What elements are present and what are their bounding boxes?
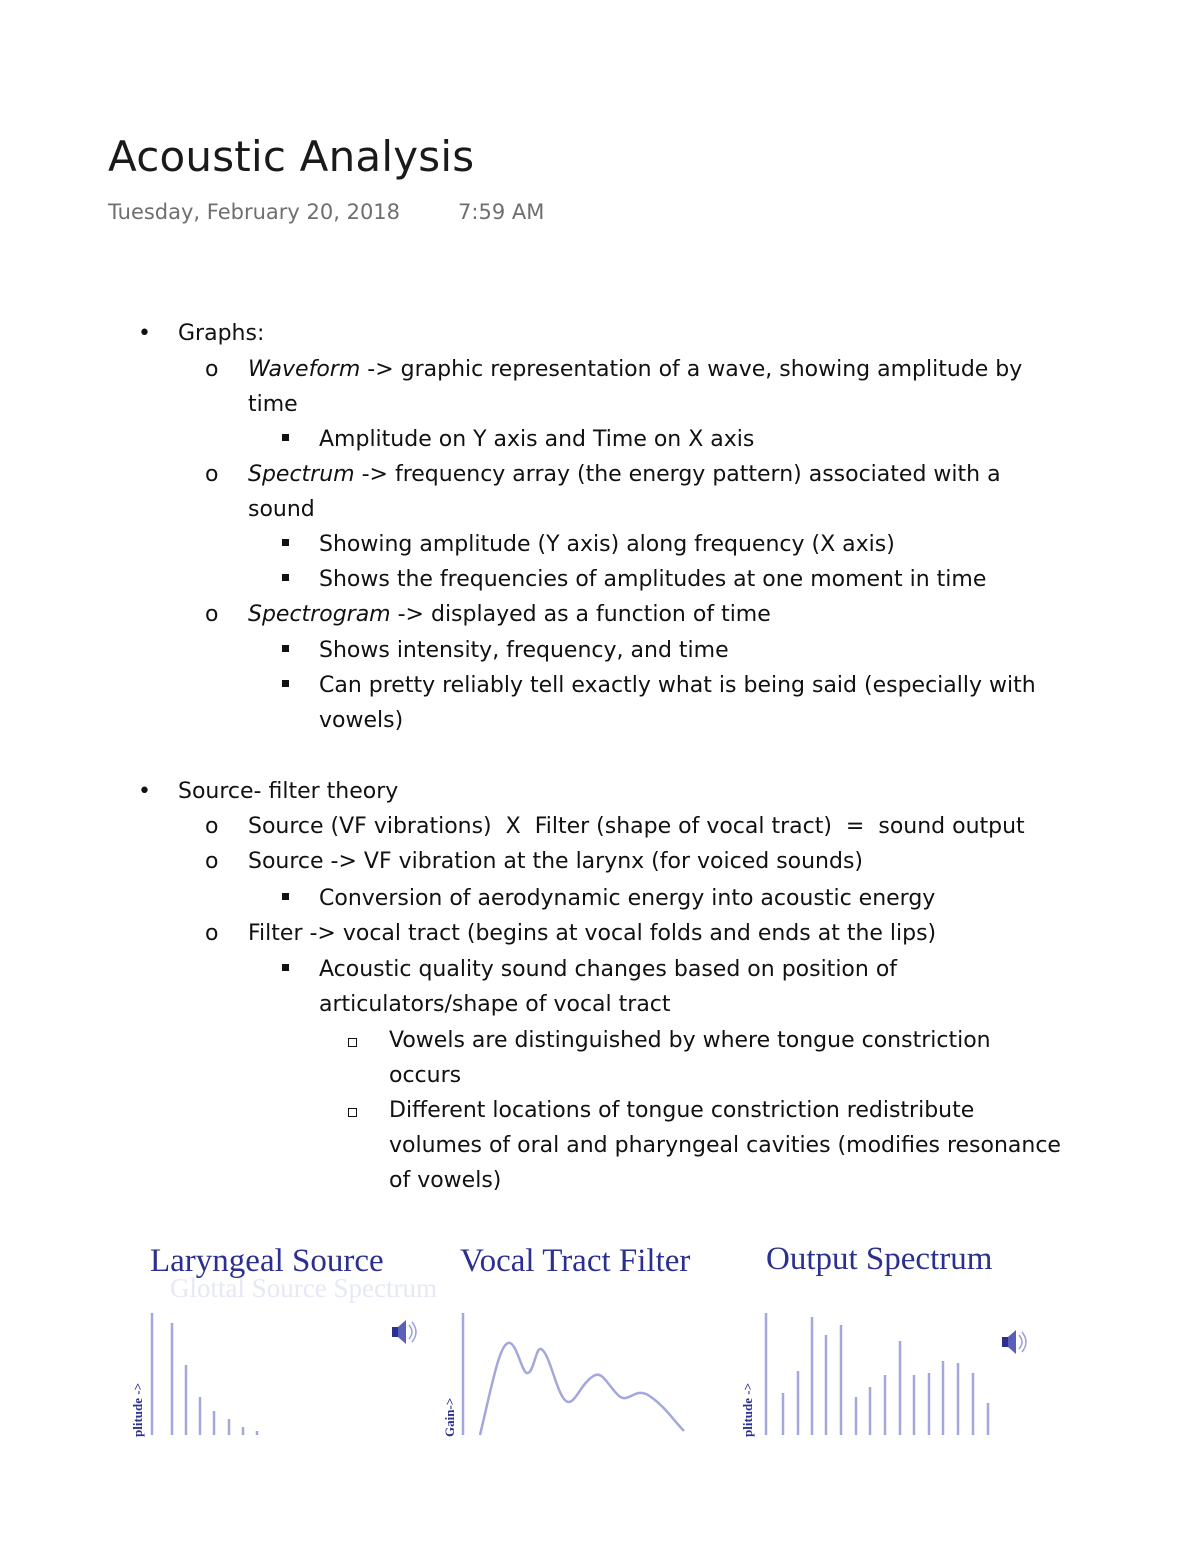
spectrum-sub-2: Shows the frequencies of amplitudes at one moment in time: [319, 567, 987, 592]
bullet-circle: o: [205, 357, 219, 382]
filter-point-1-cont: occurs: [389, 1063, 462, 1088]
bullet-circle: o: [205, 602, 219, 627]
filter-point-2: Different locations of tongue constriction redistribute: [389, 1098, 975, 1123]
speaker-icon-cone: [398, 1320, 406, 1344]
source-sub-1: Conversion of aerodynamic energy into acoustic energy: [319, 886, 936, 911]
waveform-desc-cont: time: [248, 392, 298, 417]
bullet-square: [282, 680, 289, 687]
bullet-square: [282, 645, 289, 652]
panel2-ylabel: Gain->: [442, 1397, 457, 1437]
spectrum-desc-cont: sound: [248, 497, 315, 522]
note-date: Tuesday, February 20, 2018: [108, 200, 401, 224]
spectrum-term: Spectrum: [248, 462, 355, 487]
spectrum-sub-1: Showing amplitude (Y axis) along frequency (X axis): [319, 532, 895, 557]
panel-title-laryngeal-source: Laryngeal Source: [150, 1243, 384, 1279]
bullet-circle: o: [205, 849, 219, 874]
bullet-square: [282, 539, 289, 546]
waveform-desc: -> graphic representation of a wave, showing amplitude by: [360, 357, 1023, 382]
spectrogram-desc: -> displayed as a function of time: [390, 602, 771, 627]
filter-point-2-cont2: of vowels): [389, 1168, 502, 1193]
section-source-filter-label: Source- filter theory: [178, 779, 399, 804]
panel3-ylabel: plitude ->: [740, 1383, 755, 1437]
panel-title-output-spectrum: Output Spectrum: [766, 1241, 993, 1277]
output-spectrum-harmonics: [766, 1313, 988, 1435]
waveform-item: [248, 352, 1022, 387]
bullet-circle: o: [205, 462, 219, 487]
filter-sub-1: Acoustic quality sound changes based on position of: [319, 957, 898, 982]
note-time: 7:59 AM: [458, 200, 545, 224]
panel-title-vocal-tract-filter: Vocal Tract Filter: [460, 1243, 691, 1279]
spectrogram-sub-2-cont: vowels): [319, 708, 404, 733]
laryngeal-source-harmonics: [152, 1313, 257, 1435]
spectrogram-sub-2: Can pretty reliably tell exactly what is being said (especially with: [319, 673, 1036, 698]
bullet-square: [282, 964, 289, 971]
spectrogram-term: Spectrogram: [248, 602, 391, 627]
speaker-icon-cone: [1008, 1330, 1016, 1354]
filter-sub-1-cont: articulators/shape of vocal tract: [319, 992, 671, 1017]
spectrum-desc: -> frequency array (the energy pattern) associated with a: [354, 462, 1001, 487]
waveform-sub-1: Amplitude on Y axis and Time on X axis: [319, 427, 755, 452]
filter-point-1: Vowels are distinguished by where tongue constriction: [389, 1028, 991, 1053]
vocal-tract-filter-curve: [463, 1313, 684, 1435]
panel1-ylabel: plitude ->: [130, 1383, 145, 1437]
speaker-icon-waves: [409, 1322, 416, 1342]
speaker-icon-body: [1002, 1337, 1008, 1347]
bullet-open-square: [348, 1108, 357, 1117]
bullet-square: [282, 434, 289, 441]
speaker-icon[interactable]: [392, 1320, 416, 1344]
filter-item: Filter -> vocal tract (begins at vocal folds and ends at the lips): [248, 921, 937, 946]
speaker-icon[interactable]: [1002, 1330, 1026, 1354]
speaker-icon-waves: [1019, 1332, 1026, 1352]
source-filter-equation: Source (VF vibrations) X Filter (shape of vocal tract) = sound output: [248, 814, 1025, 839]
spectrogram-sub-1: Shows intensity, frequency, and time: [319, 638, 729, 663]
bullet-dot: •: [138, 779, 151, 804]
bullet-open-square: [348, 1038, 357, 1047]
ghost-caption: Glottal Source Spectrum: [170, 1273, 437, 1303]
waveform-term: Waveform: [248, 357, 361, 382]
filter-point-2-cont: volumes of oral and pharyngeal cavities (modifies resonance: [389, 1133, 1061, 1158]
bullet-circle: o: [205, 814, 219, 839]
bullet-circle: o: [205, 921, 219, 946]
note-timestamp: [108, 200, 544, 224]
spectrum-item: [248, 457, 1001, 492]
spectrogram-item: [248, 597, 771, 632]
bullet-square: [282, 574, 289, 581]
source-item: Source -> VF vibration at the larynx (for voiced sounds): [248, 849, 864, 874]
bullet-square: [282, 893, 289, 900]
speaker-icon-body: [392, 1327, 398, 1337]
source-filter-figure: [0, 1225, 1200, 1455]
filter-response-line: [480, 1343, 684, 1435]
page-title: Acoustic Analysis: [108, 132, 475, 181]
section-graphs-label: Graphs:: [178, 321, 265, 346]
bullet-dot: •: [138, 321, 151, 346]
